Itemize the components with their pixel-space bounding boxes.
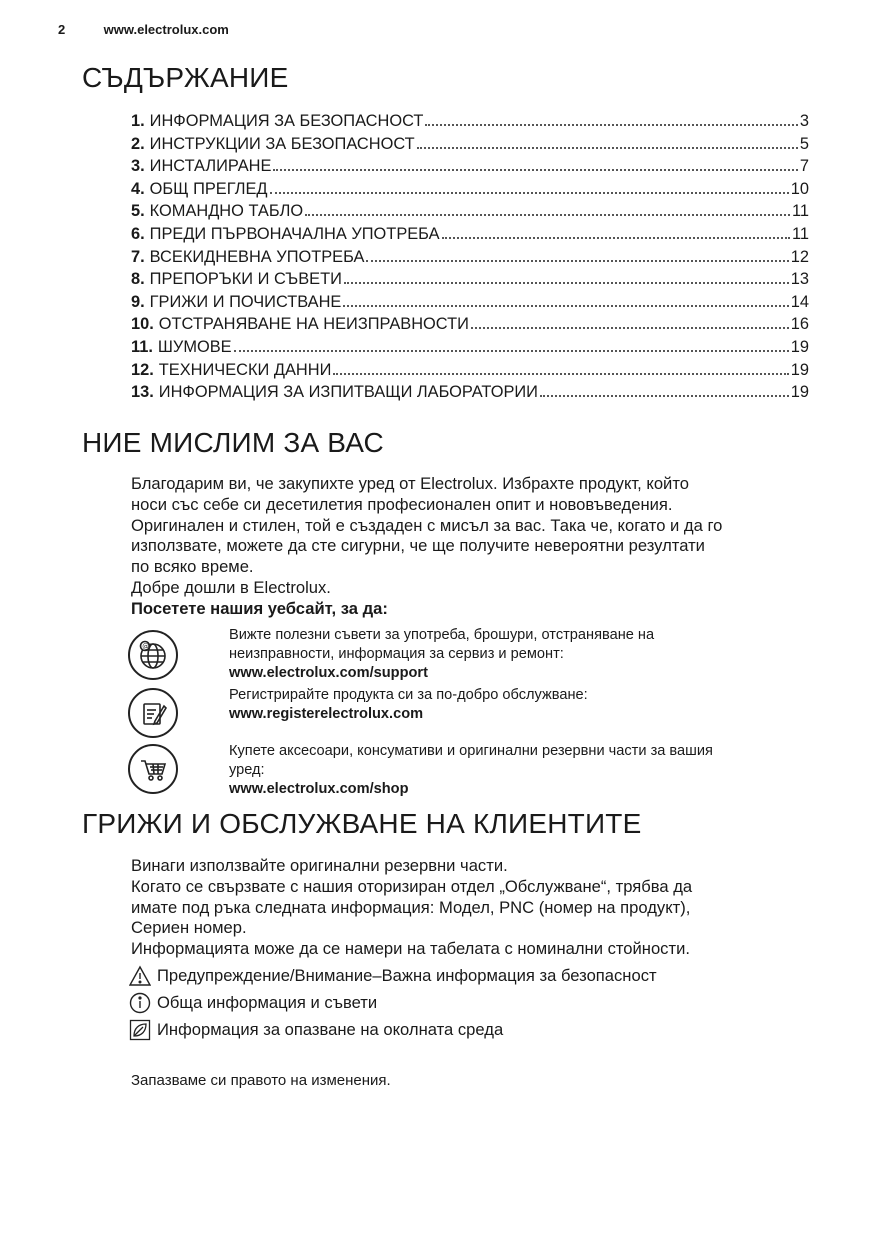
support-line: неизправности, информация за сервиз и ремонт: — [229, 646, 564, 662]
toc-entry[interactable] — [131, 338, 809, 361]
toc-entry-page: 12 — [790, 247, 809, 266]
intro-line: по всяко време. — [131, 557, 254, 577]
toc-leader-dots — [425, 124, 797, 126]
intro-line: Добре дошли в Electrolux. — [131, 577, 331, 597]
svg-text:@: @ — [142, 642, 150, 651]
shop-link-text — [229, 742, 789, 799]
toc-entry-label: ИНСТРУКЦИИ ЗА БЕЗОПАСНОСТ — [149, 134, 415, 153]
toc-leader-dots — [273, 169, 797, 171]
info-legend-text: Обща информация и съвети — [157, 993, 378, 1012]
info-legend — [129, 992, 377, 1014]
intro-line: носи със себе си десетилетия професионален опит и нововъведения. — [131, 494, 673, 514]
toc-entry[interactable] — [131, 180, 809, 203]
care-line: Когато се свързвате с нашия оторизиран отдел „Обслужване“, трябва да — [131, 876, 693, 896]
toc-leader-dots — [366, 260, 788, 262]
toc-leader-dots — [540, 395, 789, 397]
customer-care-title: ГРИЖИ И ОБСЛУЖВАНЕ НА КЛИЕНТИТЕ — [82, 808, 642, 839]
toc-entry[interactable] — [131, 293, 809, 316]
toc-entry-label: ИНСТАЛИРАНЕ — [149, 157, 272, 176]
toc-entry[interactable] — [131, 315, 809, 338]
warning-legend-text: Предупреждение/Внимание–Важна информация за безопасност — [157, 966, 657, 985]
care-line: имате под ръка следната информация: Модел, PNC (номер на продукт), — [131, 897, 691, 917]
toc-leader-dots — [305, 214, 790, 216]
toc-entry-number: 13. — [131, 383, 154, 402]
page-number: 2 — [58, 22, 66, 37]
environment-legend-text: Информация за опазване на околната среда — [157, 1020, 504, 1039]
support-line: Вижте полезни съвети за употреба, брошури, отстраняване на — [229, 627, 655, 643]
toc-entry-label: ИНФОРМАЦИЯ ЗА ИЗПИТВАЩИ ЛАБОРАТОРИИ — [158, 383, 538, 402]
intro-paragraph — [131, 474, 811, 620]
toc-entry-label: ОБЩ ПРЕГЛЕД — [149, 179, 268, 198]
care-line: Информацията може да се намери на табелата с номинални стойности. — [131, 939, 690, 959]
warning-legend — [129, 965, 657, 987]
toc-title: СЪДЪРЖАНИЕ — [82, 62, 289, 93]
toc-entry-number: 7. — [131, 247, 145, 266]
toc-entry-page: 7 — [799, 157, 809, 176]
intro-line: Благодарим ви, че закупихте уред от Electrolux. Избрахте продукт, който — [131, 474, 689, 493]
toc-entry-page: 11 — [791, 202, 809, 221]
support-link-text — [229, 626, 789, 683]
toc-entry-page: 16 — [790, 315, 809, 334]
toc-leader-dots — [343, 305, 788, 307]
toc-entry[interactable] — [131, 225, 809, 248]
toc-entry-page: 10 — [790, 179, 809, 198]
warning-icon — [129, 965, 151, 987]
customer-care-paragraph — [131, 856, 811, 960]
toc-entry-page: 5 — [799, 134, 809, 153]
toc-entry-label: ИНФОРМАЦИЯ ЗА БЕЗОПАСНОСТ — [149, 112, 424, 130]
toc-entry-label: ПРЕПОРЪКИ И СЪВЕТИ — [149, 270, 342, 289]
toc-leader-dots — [442, 237, 790, 239]
toc-entry-page: 13 — [790, 270, 809, 289]
toc-entry-page: 19 — [790, 337, 809, 356]
toc-entry[interactable] — [131, 135, 809, 158]
toc-leader-dots — [234, 350, 789, 352]
care-line: Сериен номер. — [131, 918, 247, 938]
toc-entry-page: 3 — [799, 112, 809, 130]
intro-line: Оригинален и стилен, той е създаден с мисъл за вас. Така че, когато и да го — [131, 515, 723, 535]
toc-entry-label: ГРИЖИ И ПОЧИСТВАНЕ — [149, 292, 342, 311]
environment-legend — [129, 1019, 503, 1041]
register-url[interactable]: www.registerelectrolux.com — [229, 706, 424, 722]
toc-entry-label: ШУМОВЕ — [157, 337, 232, 356]
toc-entry-page: 19 — [790, 360, 809, 379]
toc-entry[interactable] — [131, 157, 809, 180]
toc-entry-number: 4. — [131, 179, 145, 198]
toc-entry-number: 2. — [131, 134, 145, 153]
support-url[interactable]: www.electrolux.com/support — [229, 665, 428, 681]
register-line: Регистрирайте продукта си за по-добро обслужване: — [229, 687, 588, 703]
toc-leader-dots — [270, 192, 789, 194]
shop-url[interactable]: www.electrolux.com/shop — [229, 781, 409, 797]
cart-icon — [128, 744, 178, 794]
website-link[interactable]: www.electrolux.com — [103, 22, 229, 37]
toc-entry-page: 19 — [790, 383, 809, 402]
toc-entry[interactable] — [131, 112, 809, 135]
shop-line: Купете аксесоари, консумативи и оригинални резервни части за вашия — [229, 743, 713, 759]
toc-entry-label: КОМАНДНО ТАБЛО — [149, 202, 304, 221]
register-icon — [128, 688, 178, 738]
toc-entry-number: 11. — [131, 337, 153, 356]
toc-entry[interactable] — [131, 361, 809, 384]
leaf-icon — [129, 1019, 151, 1041]
info-icon — [129, 992, 151, 1014]
intro-title: НИЕ МИСЛИМ ЗА ВАС — [82, 427, 384, 458]
globe-icon — [128, 630, 178, 680]
toc-entry-number: 12. — [131, 360, 154, 379]
toc-entry-label: ПРЕДИ ПЪРВОНАЧАЛНА УПОТРЕБА — [149, 224, 440, 243]
page-header — [58, 22, 229, 37]
toc-entry[interactable] — [131, 202, 809, 225]
intro-line: използвате, можете да сте сигурни, че ще получите невероятни резултати — [131, 536, 705, 556]
toc-entry-number: 6. — [131, 224, 145, 243]
toc-entry[interactable] — [131, 383, 809, 406]
toc-entry-label: ТЕХНИЧЕСКИ ДАННИ — [158, 360, 332, 379]
toc-entry-page: 11 — [791, 224, 809, 243]
table-of-contents — [131, 112, 809, 406]
toc-entry-number: 10. — [131, 315, 154, 334]
toc-entry-number: 8. — [131, 270, 145, 289]
care-line: Винаги използвайте оригинални резервни части. — [131, 856, 508, 875]
rights-note: Запазваме си правото на изменения. — [131, 1072, 391, 1089]
toc-leader-dots — [333, 373, 788, 375]
toc-entry[interactable] — [131, 248, 809, 271]
toc-entry-page: 14 — [790, 292, 809, 311]
shop-line: уред: — [229, 762, 265, 778]
register-link-text — [229, 686, 789, 724]
toc-entry-label: ОТСТРАНЯВАНЕ НА НЕИЗПРАВНОСТИ — [158, 315, 469, 334]
toc-leader-dots — [344, 282, 789, 284]
toc-entry[interactable] — [131, 270, 809, 293]
toc-entry-number: 9. — [131, 292, 145, 311]
toc-leader-dots — [417, 147, 798, 149]
toc-entry-number: 3. — [131, 157, 145, 176]
toc-entry-number: 1. — [131, 112, 145, 130]
toc-entry-label: ВСЕКИДНЕВНА УПОТРЕБА — [149, 247, 365, 266]
toc-entry-number: 5. — [131, 202, 145, 221]
toc-leader-dots — [471, 327, 789, 329]
visit-website-label: Посетете нашия уебсайт, за да: — [131, 598, 388, 618]
